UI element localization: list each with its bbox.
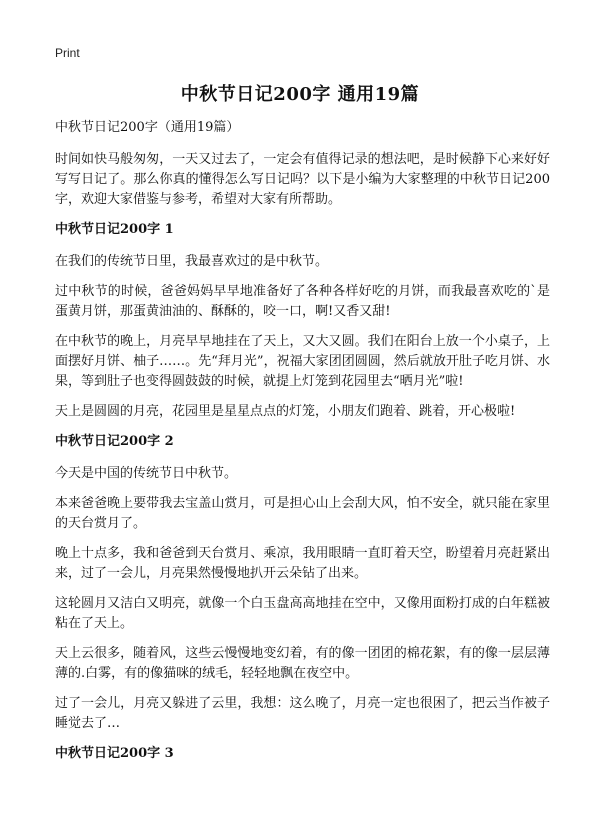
document-subtitle: 中秋节日记200字（通用19篇） bbox=[55, 120, 240, 135]
section-1-paragraph: 在我们的传统节日里，我最喜欢过的是中秋节。 bbox=[55, 254, 329, 269]
section-2-paragraph: 过了一会儿，月亮又躲进了云里，我想：这么晚了，月亮一定也很困了，把云当作被子睡觉去了… bbox=[55, 696, 550, 731]
section-heading-1: 中秋节日记200字 1 bbox=[55, 222, 174, 237]
section-heading-2: 中秋节日记200字 2 bbox=[55, 434, 174, 449]
section-2-paragraph: 这轮圆月又洁白又明亮，就像一个白玉盘高高地挂在空中，又像用面粉打成的白年糕被粘在了天上。 bbox=[55, 596, 550, 631]
section-1-paragraph: 在中秋节的晚上，月亮早早地挂在了天上，又大又圆。我们在阳台上放一个小桌子，上面摆好月饼、柚子……。先“拜月光”，祝福大家团团圆圆，然后就放开肚子吃月饼、水果，等到肚子也变得圆鼓鼓的时候，就提上灯笼到花园里去“晒月光”啦! bbox=[55, 334, 550, 389]
section-2-paragraph: 天上云很多，随着风，这些云慢慢地变幻着，有的像一团团的棉花絮，有的像一层层薄薄的.白雾，有的像猫咪的绒毛，轻轻地飘在夜空中。 bbox=[55, 646, 550, 681]
section-1-paragraph: 过中秋节的时候，爸爸妈妈早早地准备好了各种各样好吃的月饼，而我最喜欢吃的`是蛋黄月饼，那蛋黄油油的、酥酥的，咬一口，啊!又香又甜! bbox=[55, 284, 550, 319]
section-2-paragraph: 今天是中国的传统节日中秋节。 bbox=[55, 466, 238, 481]
intro-paragraph: 时间如快马般匆匆，一天又过去了，一定会有值得记录的想法吧，是时候静下心来好好写写日记了。那么你真的懂得怎么写日记吗？以下是小编为大家整理的中秋节日记200字，欢迎大家借鉴与参考，希望对大家有所帮助。 bbox=[55, 152, 550, 207]
section-2-paragraph: 本来爸爸晚上要带我去宝盖山赏月，可是担心山上会刮大风，怕不安全，就只能在家里的天台赏月了。 bbox=[55, 496, 550, 531]
document-body bbox=[55, 118, 550, 776]
section-1-paragraph: 天上是圆圆的月亮，花园里是星星点点的灯笼，小朋友们跑着、跳着，开心极啦! bbox=[55, 404, 516, 419]
print-link[interactable]: Print bbox=[55, 46, 80, 60]
section-heading-3: 中秋节日记200字 3 bbox=[55, 746, 174, 761]
document-title: 中秋节日记200字 通用19篇 bbox=[180, 84, 420, 105]
section-2-paragraph: 晚上十点多，我和爸爸到天台赏月、乘凉，我用眼睛一直盯着天空，盼望着月亮赶紧出来，过了一会儿，月亮果然慢慢地扒开云朵钻了出来。 bbox=[55, 546, 550, 581]
